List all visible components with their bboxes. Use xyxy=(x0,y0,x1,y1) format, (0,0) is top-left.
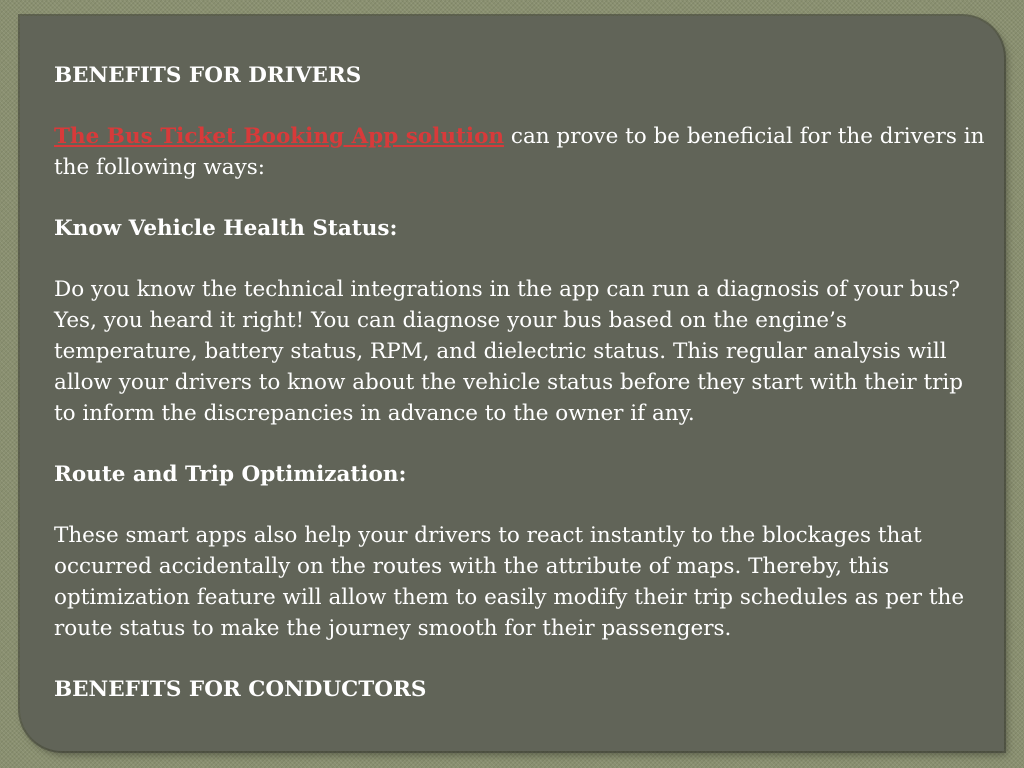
heading-benefits-conductors: BENEFITS FOR CONDUCTORS xyxy=(54,677,427,702)
heading-route-optimization: Route and Trip Optimization: xyxy=(54,462,407,487)
route-optimization-paragraph: These smart apps also help your drivers to react instantly to the blockages that occurred accidentally on the routes with the attribute of maps. Thereby, this optimization feature will allow them to easily modify their trip schedules as per the route status to make the journey smooth for their passengers. xyxy=(54,523,965,641)
bus-ticket-app-link[interactable]: The Bus Ticket Booking App solution xyxy=(54,124,505,149)
intro-paragraph xyxy=(54,121,989,183)
slide-content xyxy=(54,60,989,735)
heading-benefits-drivers: BENEFITS FOR DRIVERS xyxy=(54,63,362,88)
heading-vehicle-health: Know Vehicle Health Status: xyxy=(54,216,398,241)
intro-text: can prove to be beneficial for the drivers in the following ways: xyxy=(54,124,985,180)
vehicle-health-paragraph: Do you know the technical integrations in the app can run a diagnosis of your bus? Yes, you heard it right! You can diagnose your bus based on the engine’s temperature, battery status, RPM, and dielectric status. This regular analysis will allow your drivers to know about the vehicle status before they start with their trip to inform the discrepancies in advance to the owner if any. xyxy=(54,277,964,426)
slide-panel xyxy=(20,16,1004,751)
